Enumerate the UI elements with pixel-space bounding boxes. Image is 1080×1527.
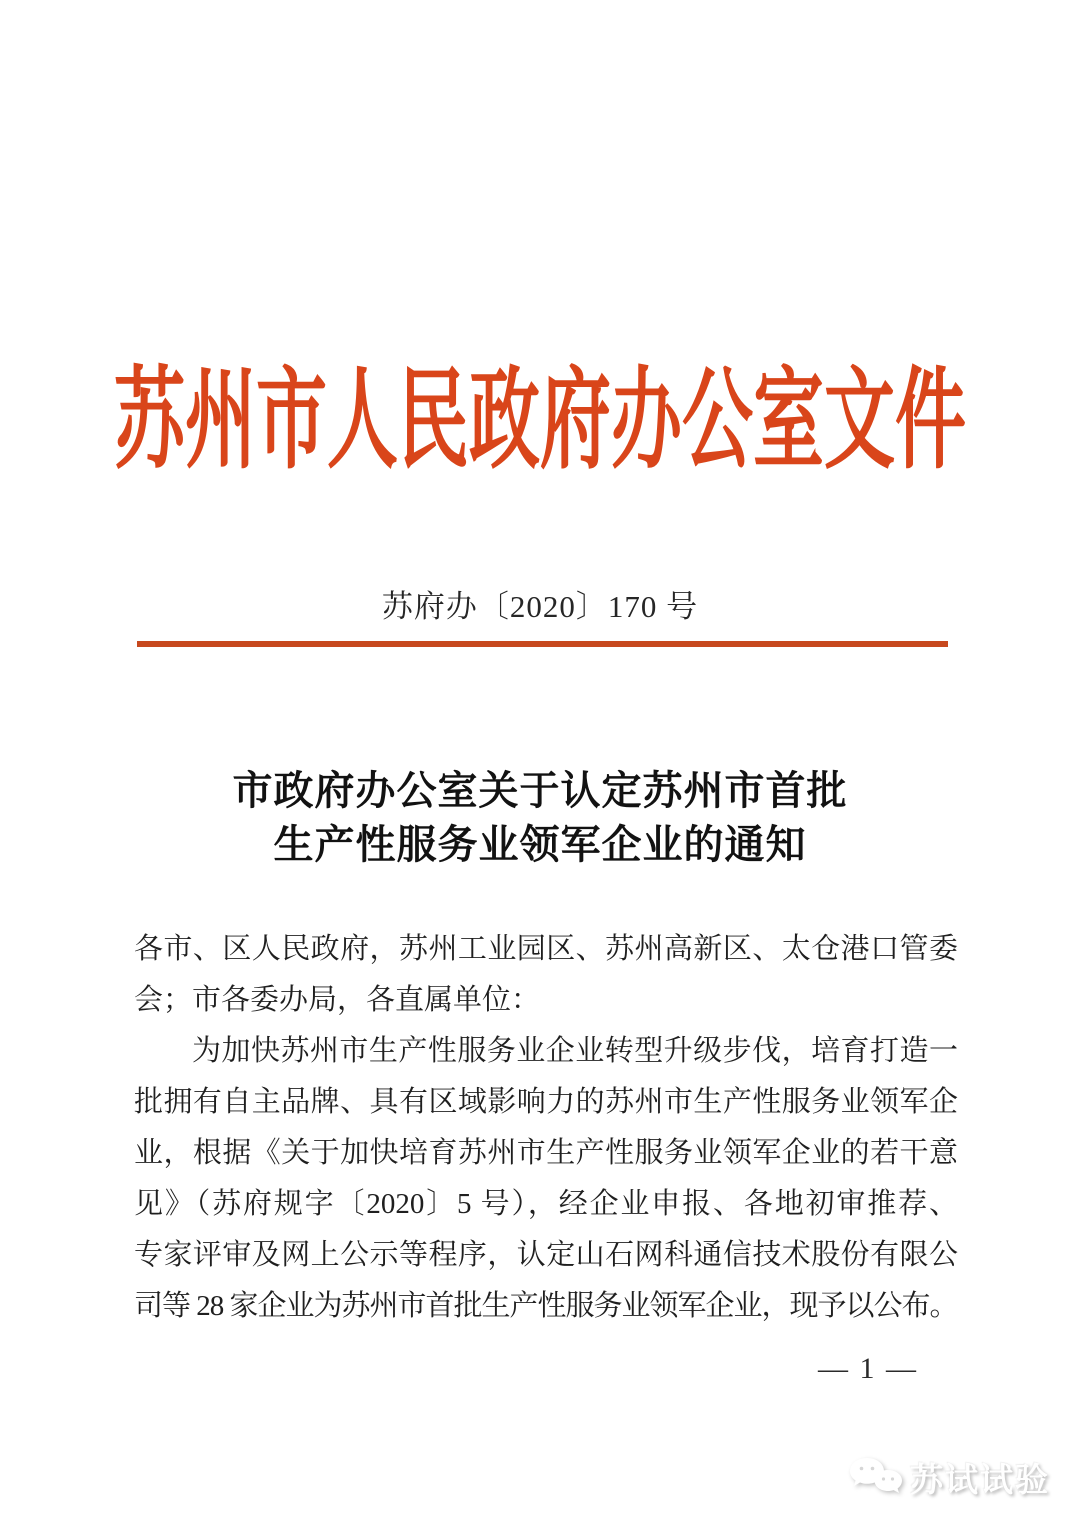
salutation-line: 各市、区人民政府，苏州工业园区、苏州高新区、太仓港口管委	[134, 933, 958, 965]
document-title	[0, 764, 1080, 872]
watermark-label: 苏试试验	[910, 1461, 1050, 1498]
wechat-chat-bubbles-icon	[847, 1456, 905, 1500]
page-number: — 1 —	[818, 1352, 918, 1385]
red-divider-line	[137, 641, 948, 647]
body-text-line: 为加快苏州市生产性服务业企业转型升级步伐，培育打造一	[192, 1035, 958, 1067]
document-title-line-1: 市政府办公室关于认定苏州市首批	[232, 768, 848, 813]
document-title-line-2: 生产性服务业领军企业的通知	[273, 822, 807, 867]
salutation-line: 会；市各委办局，各直属单位：	[134, 984, 541, 1016]
watermark	[847, 1454, 1050, 1501]
body-text-line: 专家评审及网上公示等程序，认定山石网科通信技术股份有限公	[134, 1239, 958, 1271]
letterhead-agency-title: 苏州市人民政府办公室文件	[113, 361, 966, 483]
document-reference-number: 苏府办〔2020〕170 号	[381, 589, 699, 624]
body-text-line: 批拥有自主品牌、具有区域影响力的苏州市生产性服务业领军企	[134, 1086, 958, 1118]
body-text-line: 见》（苏府规字〔2020〕5 号），经企业申报、各地初审推荐、	[134, 1188, 958, 1220]
document-body	[134, 924, 958, 1332]
body-text-line: 司等 28 家企业为苏州市首批生产性服务业领军企业，现予以公布。	[134, 1290, 958, 1322]
body-text-line: 业，根据《关于加快培育苏州市生产性服务业领军企业的若干意	[134, 1137, 958, 1169]
